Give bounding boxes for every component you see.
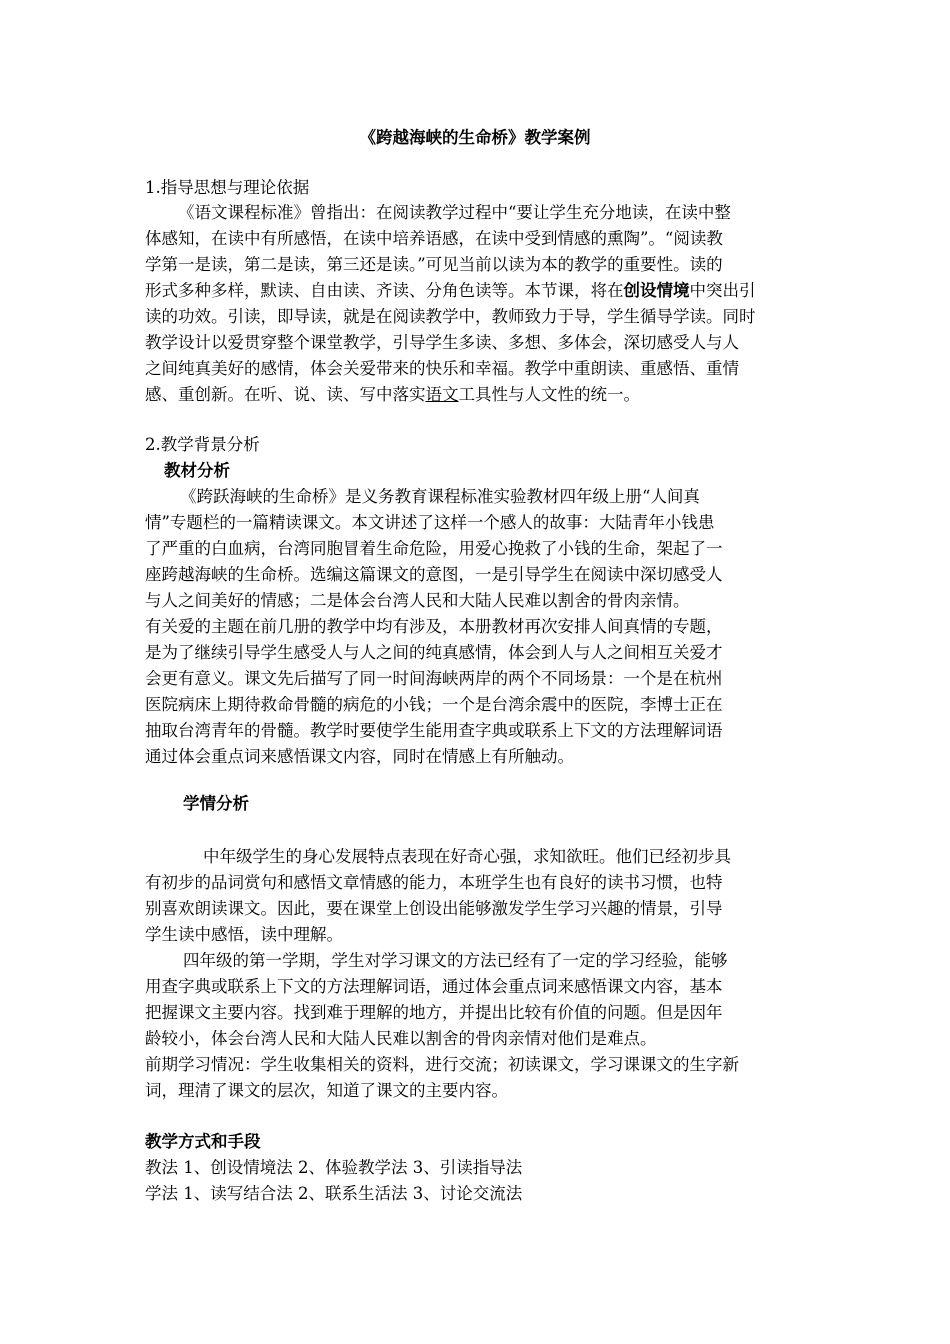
paragraph-line: 抽取台湾青年的骨髓。教学时要使学生能用查字典或联系上下文的方法理解词语: [145, 721, 723, 740]
paragraph-line: 通过体会重点词来感悟课文内容，同时在情感上有所触动。: [145, 747, 574, 766]
paragraph-line: 了严重的白血病，台湾同胞冒着生命危险，用爱心挽救了小钱的生命，架起了一: [145, 539, 723, 558]
paragraph-line: 四年级的第一学期，学生对学习课文的方法已经有了一定的学习经验，能够: [183, 951, 728, 970]
paragraph-line: 中年级学生的身心发展特点表现在好奇心强，求知欲旺。他们已经初步具: [203, 847, 731, 866]
subheading-student-analysis: 学情分析: [183, 794, 249, 813]
paragraph-line: 《语文课程标准》曾指出：在阅读教学过程中“要让学生充分地读，在读中整: [178, 203, 731, 222]
paragraph-line: 会更有意义。课文先后描写了同一时间海峡两岸的两个不同场景：一个是在杭州: [145, 669, 723, 688]
paragraph-line: 有关爱的主题在前几册的教学中均有涉及，本册教材再次安排人间真情的专题，: [145, 617, 723, 636]
paragraph-line: 前期学习情况：学生收集相关的资料，进行交流；初读课文，学习课课文的生字新: [145, 1055, 739, 1074]
paragraph-line: 学生读中感悟，读中理解。: [145, 925, 343, 944]
text-run: 中突出引: [689, 281, 756, 300]
paragraph-line: 体感知，在读中有所感悟，在读中培养语感，在读中受到情感的熏陶”。“阅读教: [145, 229, 723, 248]
teaching-methods-line: 教法 1、创设情境法 2、体验教学法 3、引读指导法: [145, 1158, 523, 1177]
paragraph-line: 龄较小，体会台湾人民和大陆人民难以割舍的骨肉亲情对他们是难点。: [145, 1029, 657, 1048]
paragraph-line: 有初步的品词赏句和感悟文章情感的能力，本班学生也有良好的读书习惯，也特: [145, 873, 723, 892]
paragraph-line: 学第一是读，第二是读，第三还是读。”可见当前以读为本的教学的重要性。读的: [145, 255, 723, 274]
paragraph-line: 医院病床上期待救命骨髓的病危的小钱；一个是台湾余震中的医院，李博士正在: [145, 695, 723, 714]
paragraph-line: 座跨越海峡的生命桥。选编这篇课文的意图，一是引导学生在阅读中深切感受人: [145, 565, 723, 584]
paragraph-line: [145, 383, 640, 407]
paragraph-line: 读的功效。引读，即导读，就是在阅读教学中，教师致力于导，学生循导学读。同时: [145, 307, 756, 326]
section-heading-teaching-methods: 教学方式和手段: [145, 1132, 261, 1151]
underlined-link-text[interactable]: 语文: [425, 385, 459, 404]
paragraph-line: 《跨跃海峡的生命桥》是义务教育课程标准实验教材四年级上册“人间真: [180, 487, 700, 506]
text-run: 工具性与人文性的统一。: [458, 385, 640, 404]
subheading-textbook-analysis: 教材分析: [164, 461, 230, 480]
section-heading-guiding-principles: 1.指导思想与理论依据: [145, 178, 310, 197]
paragraph-line: 之间纯真美好的感情，体会关爱带来的快乐和幸福。教学中重朗读、重感悟、重情: [145, 359, 739, 378]
paragraph-line: 把握课文主要内容。找到难于理解的地方，并提出比较有价值的问题。但是因年: [145, 1003, 723, 1022]
paragraph-line: [145, 279, 756, 303]
paragraph-line: 情”专题栏的一篇精读课文。本文讲述了这样一个感人的故事：大陆青年小钱患: [145, 513, 715, 532]
paragraph-line: 教学设计以爱贯穿整个课堂教学，引导学生多读、多想、多体会，深切感受人与人: [145, 333, 739, 352]
text-run: 形式多种多样，默读、自由读、齐读、分角色读等。本节课，将在: [145, 281, 624, 300]
document-title: 《跨越海峡的生命桥》教学案例: [359, 128, 591, 147]
paragraph-line: 别喜欢朗读课文。因此，要在课堂上创设出能够激发学生学习兴趣的情景，引导: [145, 899, 723, 918]
paragraph-line: 与人之间美好的情感；二是体会台湾人民和大陆人民难以割舍的骨肉亲情。: [145, 591, 690, 610]
emphasis-text: 创设情境: [623, 281, 690, 300]
learning-methods-line: 学法 1、读写结合法 2、联系生活法 3、讨论交流法: [145, 1184, 523, 1203]
paragraph-line: 是为了继续引导学生感受人与人之间的纯真感情，体会到人与人之间相互关爱才: [145, 643, 723, 662]
paragraph-line: 词，理清了课文的层次，知道了课文的主要内容。: [145, 1081, 508, 1100]
section-heading-teaching-background: 2.教学背景分析: [145, 435, 260, 454]
paragraph-line: 用查字典或联系上下文的方法理解词语，通过体会重点词来感悟课文内容，基本: [145, 977, 723, 996]
text-run: 感、重创新。在听、说、读、写中落实: [145, 385, 426, 404]
